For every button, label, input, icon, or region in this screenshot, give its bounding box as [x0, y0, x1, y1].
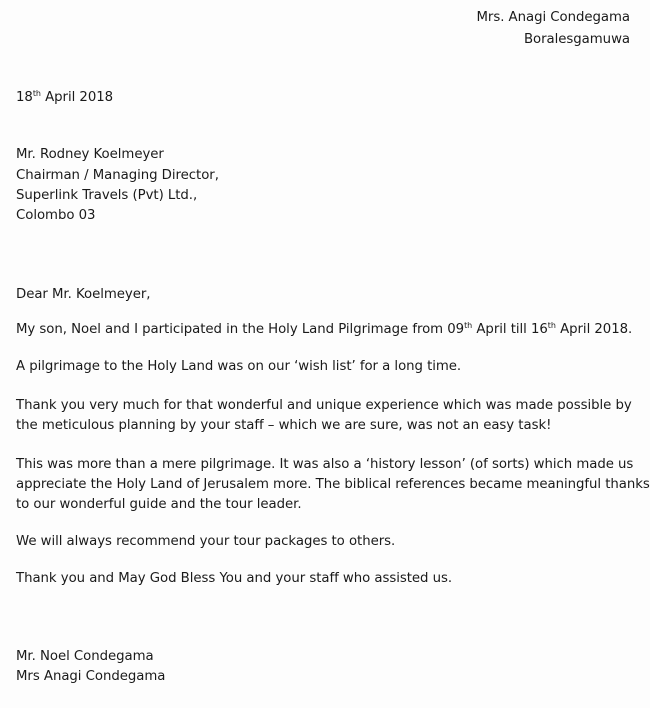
p1-part1: My son, Noel and I participated in the Holy Land Pilgrimage from 09 — [16, 322, 465, 337]
paragraph-3-line-2: the meticulous planning by your staff – which we are sure, was not an easy task! — [16, 418, 552, 433]
recipient-name: Mr. Rodney Koelmeyer — [16, 147, 164, 162]
paragraph-2: A pilgrimage to the Holy Land was on our ‘wish list’ for a long time. — [16, 359, 462, 374]
paragraph-4-line-1: This was more than a mere pilgrimage. It was also a ‘history lesson’ (of sorts) which made us — [16, 457, 634, 472]
date-rest: April 2018 — [40, 90, 114, 105]
paragraph-4-line-3: to our wonderful guide and the tour leader. — [16, 497, 302, 512]
signature-anagi: Mrs Anagi Condegama — [16, 669, 166, 684]
paragraph-5: We will always recommend your tour packages to others. — [16, 534, 396, 549]
p1-sup2: th — [547, 321, 556, 330]
paragraph-1 — [16, 321, 632, 339]
recipient-title: Chairman / Managing Director, — [16, 168, 219, 183]
letter-date — [16, 89, 113, 107]
p1-part3: April 2018. — [555, 322, 633, 337]
recipient-company: Superlink Travels (Pvt) Ltd., — [16, 188, 198, 203]
sender-name: Mrs. Anagi Condegama — [476, 10, 630, 25]
date-day: 18 — [16, 90, 33, 105]
date-suffix: th — [32, 89, 41, 98]
signature-noel: Mr. Noel Condegama — [16, 649, 154, 664]
recipient-city: Colombo 03 — [16, 208, 96, 223]
paragraph-4-line-2: appreciate the Holy Land of Jerusalem more. The biblical references became meaningful thanks — [16, 477, 650, 492]
p1-part2: April till 16 — [472, 322, 548, 337]
salutation: Dear Mr. Koelmeyer, — [16, 287, 151, 302]
p1-sup1: th — [464, 321, 473, 330]
paragraph-3-line-1: Thank you very much for that wonderful and unique experience which was made possible by — [16, 398, 632, 413]
sender-location: Boralesgamuwa — [523, 32, 630, 47]
paragraph-6: Thank you and May God Bless You and your staff who assisted us. — [16, 571, 453, 586]
